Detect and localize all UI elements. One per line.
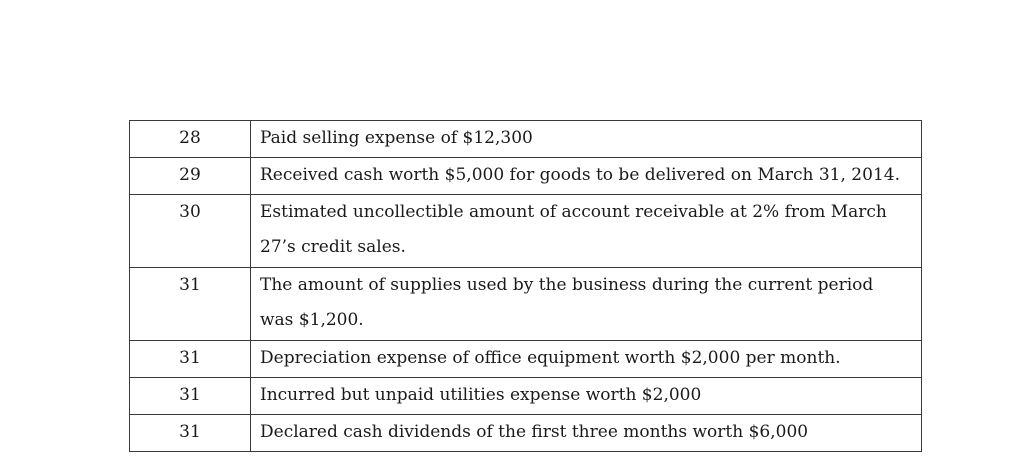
table-row bbox=[130, 268, 922, 341]
description-cell: Received cash worth $5,000 for goods to be delivered on March 31, 2014. bbox=[251, 158, 922, 195]
table-row bbox=[130, 415, 922, 452]
day-cell: 31 bbox=[130, 268, 251, 341]
description-cell: Incurred but unpaid utilities expense worth $2,000 bbox=[251, 378, 922, 415]
transactions-table bbox=[129, 120, 922, 452]
day-cell: 28 bbox=[130, 121, 251, 158]
description-cell: Depreciation expense of office equipment worth $2,000 per month. bbox=[251, 341, 922, 378]
day-cell: 31 bbox=[130, 415, 251, 452]
day-cell: 30 bbox=[130, 195, 251, 268]
table-row bbox=[130, 121, 922, 158]
description-cell: Declared cash dividends of the first three months worth $6,000 bbox=[251, 415, 922, 452]
table-row bbox=[130, 158, 922, 195]
description-cell: Paid selling expense of $12,300 bbox=[251, 121, 922, 158]
day-cell: 31 bbox=[130, 378, 251, 415]
day-cell: 29 bbox=[130, 158, 251, 195]
day-cell: 31 bbox=[130, 341, 251, 378]
table-row bbox=[130, 195, 922, 268]
table-row bbox=[130, 341, 922, 378]
description-cell: Estimated uncollectible amount of account receivable at 2% from March 27’s credit sales. bbox=[251, 195, 922, 268]
description-cell: The amount of supplies used by the business during the current period was $1,200. bbox=[251, 268, 922, 341]
table-row bbox=[130, 378, 922, 415]
